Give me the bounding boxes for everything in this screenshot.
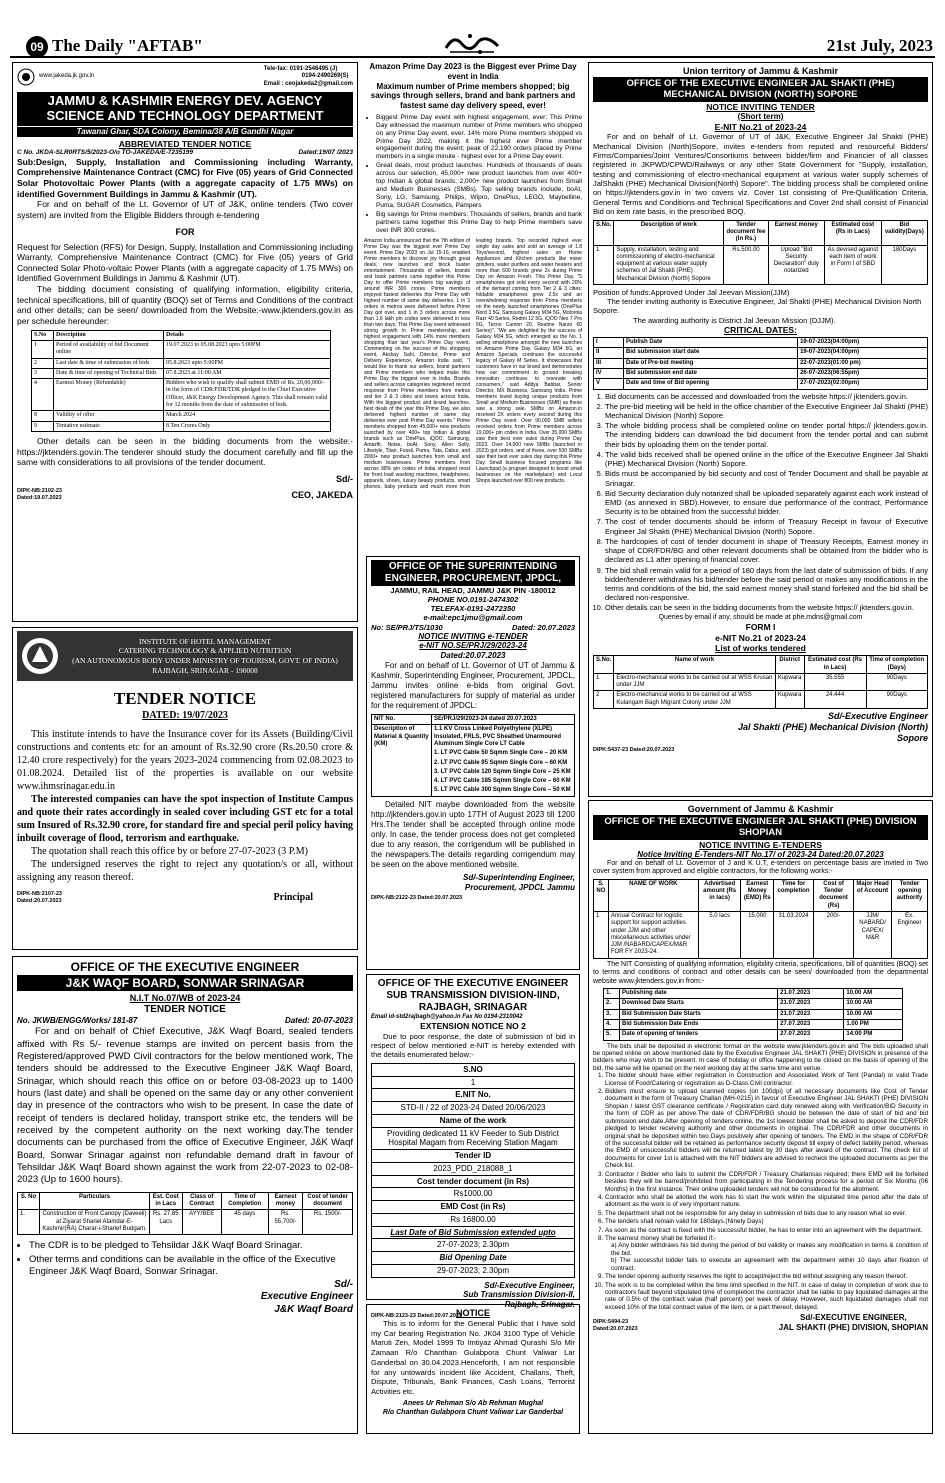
reference-date: Dated:19/07 /2023: [298, 148, 353, 156]
table-header: NAME OF WORK: [608, 879, 698, 911]
tender-title: TENDER NOTICE: [113, 689, 257, 708]
table-row: 1. Construction of Front Canopy (Daveeli) at Ziyarat Shariel Alamdar-E- Kashmir(RA) Charar-i-Sharief Budgam. Rs. 27.85 Lacs AYY/BEE 45 days Rs. 55,700/- Rs. 1500/-: [18, 1210, 353, 1235]
queries-email: Queries by email if any, should be made at phe.mdns@gmail.com: [658, 613, 863, 621]
note-2: • Other terms and conditions can be available in the office of the Executive Engineer J&K Waqf Board, Sonwar Srinagar.: [29, 1254, 353, 1279]
awarding-authority: The awarding authority is District Jal Jeevan Mission (DJJM).: [633, 315, 836, 325]
body-2: The NIT Consisting of qualifying information, eligibility criteria, specifications, bill of quantities (BOQ) set to terms and conditions of contract and other details can be seen/ downloaded from the departmental website www.jktenders.gov.in from:-: [593, 960, 928, 985]
table-header: Cost of tender document: [303, 1192, 353, 1210]
table-header: Est. Cost in Lacs: [150, 1192, 183, 1210]
page-number: 09: [26, 36, 48, 58]
notice-type: ABBREVIATED TENDER NOTICE: [118, 138, 252, 149]
condition-item: 7. As soon as the contract is fixed with the successful bidder, he has to enter into an agreement with the department.: [605, 1227, 928, 1234]
signatory-place: Rajbagh, Srinagar.: [504, 1300, 575, 1310]
notice-title: NOTICE: [455, 1308, 490, 1318]
condition-item: 10. The work is to be completed within the time limit specified in the NIT. In case of delay in completion of work due to contractors fault beyond stipulated time of completion the contractor shall be liable to pay liquidated damages at the rate of 0.5% of the contract value (half percent) per week of delay. However, such liquidated damages shall not exceed 10% of the total contract value of the item, or a part thereof, delayed.: [605, 1282, 928, 1312]
division-title: SUB TRANSMISSION DIVISION-IIND, RAJBAGH, SRINAGAR: [386, 990, 560, 1013]
tender-label: TENDER NOTICE: [144, 1004, 226, 1016]
signatory-place: Sopore: [896, 733, 928, 744]
dipk-number: DIPK-NB:2102-23: [17, 487, 62, 494]
table-row: 2023_PDD_218088_1: [372, 1162, 575, 1175]
note-1: • The CDR is to be pledged to Tehsildar J&K Waqf Board Srinagar.: [29, 1240, 353, 1252]
signatory-division: Jal Shakti (PHE) Mechanical Division (North): [737, 722, 928, 733]
table-row: Tender ID: [372, 1150, 575, 1163]
table-header: District: [775, 656, 804, 674]
tele-fax-2: 0194-2490269(S): [301, 73, 349, 80]
table-header: Name of work: [614, 656, 775, 674]
table-header: S.No.: [594, 656, 614, 674]
condition-item: 6. Bid Security declaration duly notarized shall be uploaded separately against each work instead of EMD (as annexed in SBD).However, to ensure due performance of the contract, Performance Security is to be obtained from the successful bidder.: [605, 489, 928, 517]
work-table: [17, 1192, 353, 1236]
works-table: [593, 655, 928, 709]
newspaper-title: The Daily "AFTAB": [52, 36, 203, 55]
table-header: S.No.: [594, 220, 614, 245]
body: Due to poor response, the date of submission of bid in respect of below mentioned e-NIT is hereby extended with the details enumerated below:-: [371, 1031, 575, 1060]
office-title: OFFICE OF THE EXECUTIVE ENGINEER JAL SHAKTI (PHE) MECHANICAL DIVISION (NORTH) SOPORE: [593, 77, 928, 102]
table-row: Last Date of Bid Submission extended upto: [372, 1226, 575, 1239]
ihm-emblem-icon: [20, 636, 60, 676]
waqf-tender-notice: [12, 956, 358, 1434]
table-header: Time of completion (Days): [866, 656, 927, 674]
condition-item: 5. The department shall not be responsible for any delay in submission of bids due to any reason what so ever.: [605, 1210, 928, 1217]
body-3: The quotation shall reach this office by or before 27-07-2023 (3 P.M): [31, 845, 308, 857]
table-header: Particulars: [40, 1192, 150, 1210]
table-row: 8 Validity of offer March 2024: [32, 411, 331, 421]
signature-sd: Sd/-: [336, 473, 353, 484]
inviting-authority: The tender inviting authority is Executive Engineer, Jal Shakti (PHE) Mechanical Division North Sopore.: [593, 297, 922, 316]
email: Email : ceojakeda2@gmail.com: [263, 80, 353, 87]
condition-item: 1. The bidder should have either registration in Construction and Associated Work of Tent (Pandal) or valid Trade License of Food/Catering or registration as D-Class Civil contractor.: [605, 1072, 928, 1087]
condition-item: 10. Other details can be seen in the bidding documents from the website https:// jktenders.gov.in.: [605, 603, 928, 612]
signatory: Principal: [273, 892, 313, 904]
nit-number: Notice Inviting E-Tenders-NIT No.17/ of 2023-24 Dated:20.07.2023: [637, 850, 884, 860]
signatory-division: Sub Transmission Division-II,: [463, 1290, 575, 1300]
table-row: 4. Bid Submission Date Ends 27.07.2023 1.00 PM: [604, 1019, 903, 1029]
condition-item: 4. Contractor who shall be allotted the work has to start the work within the stipulated time period after the date of allotment as the work is of very important nature.: [605, 1194, 928, 1209]
table-header: Estimated cost (Rs in Lacs): [804, 656, 866, 674]
signatory-org: J&K Waqf Board: [274, 1303, 353, 1315]
work-table: [593, 220, 928, 286]
sopore-tender-notice: [588, 62, 933, 797]
signatory-division: JAL SHAKTI (PHE) DIVISION, SHOPIAN: [778, 1323, 928, 1333]
nit-number: N.I.T No.07/WB of 2023-24: [129, 993, 241, 1004]
condition-subitem: The successful bidder fails to execute an agreement with the department within 10 days after fixation of contract.: [611, 1257, 928, 1272]
signatory: CEO, JAKEDA: [291, 490, 353, 501]
government-name: Government of Jammu & Kashmir: [687, 804, 834, 814]
critical-dates-title: CRITICAL DATES:: [724, 324, 797, 335]
jakeda-logo-icon: [17, 68, 35, 86]
ut-name: Union territory of Jammu & Kashmir: [682, 66, 839, 76]
dipk-number: DIPK:5437-23 Dated:20.07.2023: [593, 747, 675, 753]
table-row: 29-07-2023; 2.30pm: [372, 1264, 575, 1277]
table-row: EMD Cost (in Rs): [372, 1201, 575, 1214]
form-nit: e-NIT No.21 of 2023-24: [715, 632, 806, 643]
condition-item: 8. The hardcopies of cost of tender document in shape of Treasury Receipts, Earnest money in shape of CDR/FDR/BG and other relevant documents shall be obtained from the bidder who is declared as L1 after opening of financial cover.: [605, 537, 928, 565]
signatory-address: R/o Chanthan Gulabpora Chunt Valiwar Lar Ganderbal: [382, 1408, 564, 1416]
shopian-tender-notice: [588, 800, 933, 1434]
rajbagh-extension-notice: [366, 974, 580, 1319]
table-row: 3. Bid Submission Date Starts 21.07.2023 10.00 AM: [604, 1009, 903, 1019]
phone: PHONE NO.0191-2474302: [427, 595, 519, 605]
table-row: 4 Earnest Money (Refundable) Bidders who wish to qualify shall submit EMD of Rs. 20,00,000/- in the form of CDR/FDR/TDR pledged to the Chief Executive Officer, J&K Energy Development Agency. This shall remain valid for 12 months from the date of submission of bids.: [32, 379, 331, 411]
signatory-title: Sd/-Superintending Engineer,: [462, 872, 575, 882]
signatory-title: Executive Engineer: [260, 1291, 353, 1303]
condition-item: 1. Bid documents can be accessed and downloaded from the website https:// jktenders.gov.in.: [605, 392, 928, 401]
table-header: Tender opening authority: [891, 879, 927, 911]
table-row: NIT No. SE/PRJ/29/2023-24 dated 20.07.2023: [372, 714, 575, 724]
table-row: I Publish Date 19-07-2023(04:00pm): [594, 338, 928, 348]
para-3: The bidding document consisting of qualifying information, eligibility criteria, technical specifications, bill of quantity (BOQ) set of Terms and Conditions of the contract and other details; can be seen/ downloaded from the Website:-www.jktenders.gov.in as per schedule hereunder:: [17, 284, 353, 326]
para-2: Request for Selection (RFS) for Design, Supply, Installation and Commissioning including Warranty, Comprehensive Maintenance Contract (CMC) for Five (05) years of Grid Connected Solar Photo-voltaic Power Plants (with a aggregate capacity of 1.75 MWs) on Identified Government Buildings in Jammu & Kashmir (UT).: [17, 241, 353, 284]
condition-item: 6. The tenders shall remain valid for 180days.(Ninety Days): [605, 1218, 928, 1225]
table-row: 27-07-2023; 2.30pm: [372, 1239, 575, 1252]
table-header: Earnest money: [768, 220, 824, 245]
table-row: E.NIT No.: [372, 1089, 575, 1102]
agency-title: JAMMU & KASHMIR ENERGY DEV. AGENCY: [47, 92, 323, 108]
table-row: Rs 16800.00: [372, 1213, 575, 1226]
table-row: 5. Date of opening of tenders 27.07.2023 14:00 PM: [604, 1030, 903, 1040]
department-title: SCIENCE AND TECHNOLOGY DEPARTMENT: [46, 107, 324, 123]
article-bullet-3: • Big savings for Prime members: Thousands of sellers, brands and bank partners came together this Prime Day to help Prime members save over INR 300 crores.: [376, 211, 582, 235]
table-header: Class of Contract: [182, 1192, 221, 1210]
dipk-number: DIPK-NB:2107-23: [17, 890, 62, 897]
notice-title: NOTICE INVITING E-TENDERS: [699, 839, 822, 850]
table-header: Advertised amount (Rs in lacs): [698, 879, 741, 911]
condition-item: 3. The whole bidding process shall be completed online on tender portal https:// jktenders.gov.in. The intending bidders can download the bid document from the tender portal and can submit their bids by uploading them on the tender portal.: [605, 421, 928, 449]
condition-item: 4. The valid bids received shall be opened online in the office of the Executive Engineer Jal Shakti (PHE) Mechanical Division (North) Sopore.: [605, 450, 928, 468]
notice-title: EXTENSION NOTICE NO 2: [420, 1021, 526, 1032]
table-header: Details: [164, 330, 331, 340]
condition-item: 9. The bid shall remain valid for a period of 180 days from the last date of submission of bids. If any bidder/tenderer withdraws his bid/tender before the said period or makes any modifications in the terms and conditions of the bid, the said earnest money shall stand forfeited and the bid shall be declared non-responsive.: [605, 566, 928, 603]
subject: Sub:Design, Supply, Installation and Commissioning including Warranty, Comprehensive Maintenance Contract (CMC) for Five (05) years of Grid Connected Solar Photovoltaic Power Plants (with a aggregate capacity of 1.75 MWs) on identified Government Buildings in Jammu & Kashmir (UT).: [17, 156, 353, 199]
article-headline: Amazon Prime Day 2023 is the Biggest ever Prime Day event in India: [369, 62, 577, 81]
table-row: 2 Last date & time of submission of bids 05.8.2023 upto 5:00PM: [32, 358, 331, 368]
reference-number: No. JKWB/ENGG/Works/ 181-87: [17, 1016, 138, 1026]
reference-date: Dated: 20.07.2023: [512, 622, 575, 632]
ihm-tender-notice: [12, 627, 358, 950]
table-row: III Date of Pre-bid meeting 22-07-2023(01:00 pm): [594, 358, 928, 368]
table-row: Description of Material & Quantity (KM) 1.1 KV Cross Linked Polyethylene (XLPE) Insulated, FRLS, PVC Sheathed Unarmoured Aluminum Single Core LT Cable 1. LT PVC Cable 50 Sqmm Single Core – 20 KM 2. LT PVC Cable 95 Sqmm Single Core – 60 KM 3. LT PVC Cable 120 Sqmm Single Core – 25 KM 4. LT PVC Cable 185 Sqmm Single Core – 60 KM 5. LT PVC Cable 300 Sqmm Single Core – 50 KM: [372, 725, 575, 797]
issue-date: 21st July, 2023: [826, 36, 933, 55]
reference-number: No: SE/PRJ/TS/1030: [371, 622, 443, 632]
condition-item: 5. Bids must be accompanied by bid security and cost of Tender Document and shall be payable at Srinagar.: [605, 469, 928, 487]
table-header: Tender document fee (In Rs.): [724, 220, 768, 245]
signatory-title: Sd/-EXECUTIVE ENGINEER,: [800, 1313, 907, 1323]
condition-subitem: Any bidder withdraws his bid during the period of bid validity or makes any modification in terms & condition of the bid.: [611, 1242, 928, 1257]
condition-item: 3. Contractor / Bidder who fails to submit the CDR/FDR / Treasury Challansas required; there EMD will be forfeited besides they will be barred/prohibited from participating in the Tendering process for a period of Six Months (06 Months) in the first instance. Their online uploaded tenders will not be considered for the allotment.: [605, 1171, 928, 1193]
extension-table: [371, 1063, 575, 1278]
para-4: Other details can be seen in the bidding documents from the website:-https://jktenders.gov.in.The tenderer should study the document carefully and fill up the same with considerations to all provisions of the tender document.: [17, 436, 353, 468]
table-header: S.No: [32, 330, 54, 340]
table-header: Description: [54, 330, 164, 340]
table-header: Earnest Money (EMD) Rs: [741, 879, 774, 911]
office-address: JAMMU, RAIL HEAD, JAMMU J&K PIN -180012: [390, 586, 556, 595]
table-row: S.NO: [372, 1063, 575, 1076]
nit-number: e-NIT NO.SE/PRJ/29/2023-24: [419, 641, 527, 651]
notice-body: This is to inform for the General Public that I have sold my Car bearing Registration No. JK04 3100 Type of Vehicle Maruti Zen, Model 1999 To Imtiyaz Ahmad Qurashi S/o Mir Zamaan R/o Chanthan Gulabpora Chunt Valiwar Lar Ganderbal on 30.04.2023.Henceforth, I am not responsible for any untowards incident like Accident, Challans, Theft, Dispute, Tribunals, Bank Finances, Cash Loans, Terrorist Activities etc.: [371, 1318, 575, 1397]
amazon-article: [364, 62, 582, 554]
institute-name: INSTITUTE OF HOTEL MANAGEMENT: [139, 636, 271, 646]
position-of-funds: Position of funds:Approved Under Jal Jeevan Mission(JJM): [593, 288, 790, 298]
newspaper-logo-icon: [440, 30, 504, 56]
signatory-org: Procurement, JPDCL Jammu: [464, 882, 575, 892]
table-row: Providing dedicated 11 kV Feeder to Sub District Hospital Magam from Receiving Station Magam: [372, 1127, 575, 1150]
condition-item: 7. The cost of tender documents should be inform of Treasury Receipt in favour of Executive Engineer Jal Shakti (PHE) Mechanical Division (North) Sopore.: [605, 517, 928, 535]
condition-item: 8. The earnest money shall be forfeited if:- a) Any bidder withdraws his bid during the period of bid validity or makes any modification in terms & condition of the bid. b) The successful bidder fails to execute an agreement with the department within 10 days after fixation of contract.: [605, 1235, 928, 1272]
table-row: 1. Publishing date 21.07.2023 10.00 AM: [604, 988, 903, 998]
table-row: 1: [372, 1076, 575, 1089]
body-1: This institute intends to have the Insurance cover for its Assets (Building/Civil constructions and contents etc for an amount of Rs.32.90 crore (Rs.20.50 crore & 12.40 crore respectively) for the years 2023-2024 commencing from 02.08.2023 to 01.08.2024. Detailed list of the properties is available on our website www.ihmsrinagar.edu.in: [17, 728, 353, 792]
notice-title: NOTICE INVITING e-TENDER: [418, 631, 528, 641]
body-3: The bids shall be deposited in electronic format on the website www.jktenders.gov.in and The bids uploaded shall be opened online on above mentioned date by the Executive Engineer JAL SHAKTI (PHE) DIVISION in presence of the bidders who may wish to be present. In case of holiday or office happening to be closed on the basis of opening of the bid, the same will be opened on the next working day at the same time and venue.: [593, 1042, 928, 1072]
condition-item: 9. The tender opening authority reserves the right to accept/reject the bid without assigning any reason thereof.: [605, 1273, 928, 1280]
article-body: Amazon India announced that the 7th edition of Prime Day was the biggest ever Prime Day event. Prime Day 2023 on Jul 15-16, enabled Prime members to discover joy through great deals, new launches and block buster entertainment. Thousands of sellers, brands and bank partners came together this Prime Day to offer Prime members big savings of around INR 300 crores. Prime members enjoyed fastest deliveries this Prime Day with highest number of same day deliveries. 1 in 3 orders in metros were delivered before Prime Day got over, and 1 in 3 orders across more than 1.6 lakh pin codes were delivered in less than two days. This Prime Day event witnessed strong growth in Prime membership, and highest engagement with 14% more members shopping than last year's Prime Day event. Commenting on the success of the shopping event, Akshay Sahi, Director, Prime and Delivery Experience, Amazon India said, "I would like to thank our sellers, brand partners and Prime members who helped make this Prime Day the biggest ever in India. Brands and sellers across categories registered record response from Prime members from metros and tier 2 & 3 cities and towns across India. With the biggest product and brand launches, best deals of the year this Prime Day, we also delivered highest number of same day deliveries ever post Prime Day events." Prime members shopped from 45,000+ new products launched by over 400+ top Indian & global brands such as OnePlus, iQOO, Samsung, Amazfit, Noise, boAt, Sony, Allen Solly, Lifestyle, Titan, Fossil, Puma, Tata, Dabur, and 2000+ new product launches from small and medium businesses. Prime members from across 98% pin codes of India shopped most for front load washing machines, headphones, apparels, shoes, luxury beauty products, smart phones, baby products and much more from leading brands. Top recorded highest ever single day sales and sold an average of 1.8 Toys/second, highest sales on Home Appliances and Kitchen products like mixer grinders, water purifiers and water heaters and more than 600 brands grew 2x during Prime Day on Amazon Fresh. This Prime Day, "5 smartphones got sold every second with 20% of the demand coming from Tier 2 & 3 cities; foldable smartphones grew 2.5x and an overwhelming response from Prime members on the newly launched smartphones (OnePlus Nord 3 5G, Samsung Galaxy M34 5G, Motorola Razr 40 Series, Redmi 12 5G, iQOO Neo 7 Pro 5G, Tecno Camon 20, Realme Narzo 60 Series)". "We are delighted by the success of Galaxy M34 5G, which emerged as the No. 1 selling smartphone amongst the new launches on Amazon Prime Day. Galaxy M34 5G, an Amazon Specials, continues the successful legacy of Galaxy M Series. It showcases that customers have in our brand and demonstrates how our commitment to ground breaking innovation continues to resonate with consumers," said Aditya Babbar, Senior Director, MX Business, Samsung India. Prime members loved buying unique products from Small and Medium Businesses (SMB) as these saw a strong sale. SMBs on Amazon.in received 2X orders every second during this Prime Day event. Over 90,000 SMB sellers received orders from Prime members across 19,000+ pin codes in India. Over 35,000 SMBs saw their best ever sales during Prime Day 2023. Over 14,000 new SMBs (launched in 2023) got orders, and of these, over 500 SMBs saw their best ever sales day during this Prime Day. Small business focused programs like Launchpad (a program designed to boost small businesses on the marketplace) and Local Shops launched over 800 new products.: [364, 237, 582, 490]
table-header: S. NO: [594, 879, 609, 911]
dipk-number: DIPK-NB:2122-23 Dated:20.07.2023: [371, 895, 463, 902]
dipk-date: Dated:19.07.2023: [17, 494, 62, 501]
table-row: Cost tender document (in Rs): [372, 1175, 575, 1188]
nit-date: Dated:20.07.2023: [440, 651, 506, 661]
notice-title: NOTICE INVITING TENDER: [706, 101, 815, 112]
table-header: S. No: [18, 1192, 40, 1210]
nit-number: E-NIT No.21 of 2023-24: [714, 121, 807, 132]
tender-date: DATED: 19/07/2023: [142, 709, 228, 721]
table-header: Earnest money: [268, 1192, 303, 1210]
office-title: OFFICE OF THE EXECUTIVE ENGINEER: [377, 978, 569, 989]
table-row: 2 Electro-mechanical works to be carried out at WSS Kulangam Bagh Migrant Colony under JJM Kupwara 24.444 90Days: [594, 691, 928, 709]
table-header: Time for completion: [774, 879, 814, 911]
jakeda-tender-notice: [12, 62, 358, 622]
signatory-name: Anees Ur Rehman S/o Ab Rehman Mughal: [402, 1399, 544, 1407]
office-title: OFFICE OF THE SUPERINTENDING ENGINEER, PROCUREMENT, JPDCL,: [371, 560, 575, 586]
critical-dates-table: [593, 337, 928, 390]
signature-sd: Sd/-: [334, 1279, 353, 1291]
email: e-mail:epc1jmu@gmail.com: [423, 613, 523, 623]
table-header: Major Head of Account: [854, 879, 892, 911]
table-header: Estimated cost (Rs in Lacs): [824, 220, 881, 245]
dipk-date: Dated:20.07.2023: [593, 1326, 638, 1333]
table-row: II Bid submission start date 19-07-2023(04:00pm): [594, 348, 928, 358]
reference-date: Dated: 20-07-2023: [284, 1016, 353, 1026]
dates-table: [603, 988, 903, 1041]
body: For and on behalf of Lt. Governor of UT of Jammu & Kashmir, Superintending Engineer, Procurement, JPDCL, Jammu invites online e-bids from original Govt. registered manufacturers for supply of material as under for the requirement of JPDCL:: [371, 660, 575, 710]
body-2: Detailed NIT maybe downloaded from the website http://jktenders.gov.in upto 17TH of August 2023 till 1200 Hrs.The tender shall be accepted through online mode only. In case, the tender process does not get completed due to any reason, the corrigendum will be published in the newspapers.The details regarding corrigendum may be seen on the above mentioned website.: [371, 799, 575, 869]
works-title: List of works tendered: [715, 642, 806, 653]
signatory-title: Sd/-Executive Engineer,: [484, 1280, 575, 1290]
table-row: 9 Tentative estimate 8 Ten Crores Only: [32, 421, 331, 431]
table-row: 1 Annual Contract for logistic support for support activities under JJM and other miscellaneous activities under JJM /NABARD/CAPEX/M&R FOR FY 2023-24. 5.0 lacs 15,000 31.03.2024 200/- JJM/ NABARD/ CAPEX/ M&R Ex. Engineer: [594, 911, 928, 958]
form-title: FORM I: [745, 622, 776, 633]
condition-item: 2. The pre-bid meeting will be held in the office chamber of the Executive Engineer Jal Shakti (PHE) Mechanical Division (North) Sopore.: [605, 402, 928, 420]
dipk-date: Dated:20.07.2023: [17, 897, 62, 904]
institute-address: RAJBAGH, SRINAGAR - 190008: [152, 665, 258, 675]
telefax: TELEFAX-0191-2472350: [430, 604, 516, 614]
jpdcl-tender-notice: [366, 556, 580, 970]
table-row: Rs1000.00: [372, 1188, 575, 1201]
condition-item: 2. Bidders must ensure to upload scanned copies (on 100dpi) of all necessary documents like Cost of Tender document in the form of Treasury Challan (MH-0215) in favour of Executive Engineer JAL SHAKTI (PHE) DIVISION Shopian / latest GST clearance certificate / Registration card duly renewed along with Verification/BID Security in the form of CDR as per above.The date of CDR/FDR/BG should be between the date of start of bid and bid submission end date.After opening of tenders online, the 1st lowest bidder shall be asked to deposit the CDR/FDR pledged to tender receiving authority and other documents in original. The CDR/FDR and other documents in original shall be deposited within two Days positively after opening of tenders. The EMD in the shape of CDR/FDR of the successful bidder will be retained as performance security deposit till expiry of defect liability period, whereas the EMD of unsuccessful bidders will be returned latest by 30 days after award of the contract. The check list of documents for cover 1st is attached with the NIT bidders are advised to recheck the uploaded documents as per the Check list.: [605, 1088, 928, 1170]
para-1: For and on behalf of the Lt. Governor of UT of J&K, online tenders (Two cover system) are invited from the Eligible Bidders through e-tendering: [17, 199, 353, 220]
board-title: J&K WAQF BOARD, SONWAR SRINAGAR: [17, 975, 353, 992]
table-header: Description of work: [614, 220, 724, 245]
notice-subtitle: (Short term): [737, 112, 784, 122]
car-sale-notice: [366, 1304, 580, 1434]
tele-fax: Tele-fax: 0191-2546495 (J): [263, 66, 338, 72]
article-bullet-2: • Great deals, most product launches: Hundreds of thousands of deals across our selection, 45,000+ new product launches from over 400+ top Indian & global brands; 2,000+ new product launches from Small and Medium Businesses (SMBs). Top selling brands include, boAt, Sony, LG, Samsung, Philips, Wipro, OnePlus, LEGO, Maybelline, Puma, SUGAR Cosmetics, Pampers: [376, 162, 582, 210]
office-title: OFFICE OF THE EXECUTIVE ENGINEER: [70, 960, 300, 974]
article-bullet-1: • Biggest Prime Day event with highest engagement, ever: This Prime Day witnessed the maximum number of Prime members who shopped on any Prime Day event, ever. 14% more Prime members shopped vs Prime Day 2022, making it the highest ever Prime member engagement during the event; peak of 22,190 orders placed by Prime members in a single minute - highest ever for a Prime Day event.: [376, 114, 582, 162]
table-row: 1 Supply, installation, testing and commissioning of electro-mechanical equipment at various water supply schemes of Jal Shakti (PHE) Mechanical Division (North) Sopore Rs.500.00 Upload "Bid Security Declaration" duly notarized As devised against each item of work in Form I of SBD 180Days: [594, 245, 928, 285]
email-fax: Email id-std2rajbagh@yahoo.in Fax No 0194-2310042: [371, 1014, 523, 1020]
body: For and on behalf of Lt. Governor of J and K U.T, e-tenders on percentage basis are invited in Two cover system from approved and eligible contractors, for the following works:-: [593, 859, 928, 876]
reference-number: C No. JKDA-SLR0RTS/5/2023-O/o TO-JAKEDA/E-7235199: [17, 148, 194, 156]
body: For and on behalf of Chief Executive, J&K Waqf Board, sealed tenders affixed with Rs 5/- revenue stamps are invited on percent basis from the Registered/approved PWD Civil contractors for the below mentioned work, The tenders should be addressed to the Executive Engineer J&K Waqf Board, Srinagar, which should reach this office on or before 03-08-2023 up to 1400 hours (last date) and shall be opened on the same day or any other convenient day in presence of the contractors who wish to be present. In case the date of receipt of tenders is declared holiday, transport strike etc, the tenders will be received by the competent authority on the next working day.The tender documents can be purchased from the office of Executive Engineer, J&K Waqf Board, Sonwar Srinagar against non refundable demand draft in favour of Tehsildar J&K Waqf Board shown against the work from 22-07-2023 to 02-08-2023 (Up to 1600 hours).: [17, 1026, 353, 1186]
dipk-number: DIPK-NB:2123-23 Dated:20.07.2023: [371, 1312, 463, 1319]
table-row: Bid Opening Date: [372, 1252, 575, 1265]
dipk-number: DIPK:5494-23: [593, 1319, 629, 1326]
table-header: Time of Completion: [221, 1192, 268, 1210]
office-title: OFFICE OF THE EXECUTIVE ENGINEER JAL SHAKTI (PHE) DIVISION SHOPIAN: [593, 815, 928, 840]
table-row: 2. Download Date Starts 21.07.2023 10.00 AM: [604, 999, 903, 1009]
article-subhead: Maximum number of Prime members shopped; big savings through sellers, brand and bank partners and fastest same day delivery speed, ever!: [370, 81, 576, 110]
address: Tawanai Ghar, SDA Colony, Bemina/38 A/B Gandhi Nagar: [17, 127, 353, 137]
table-row: 1 Electro-mechanical works to be carried out at WSS Krusan under JJM Kupwara 35.555 90Days: [594, 673, 928, 691]
institute-line-2: CATERING TECHNOLOGY & APPLIED NUTRITION: [118, 646, 292, 656]
institute-line-3: (AN AUTONOMOUS BODY UNDER MINISTRY OF TOURISM, GOVT. OF INDIA): [72, 656, 338, 665]
body-2: The interested companies can have the spot inspection of Institute Campus and quote their rates accordingly in sealed cover including GST etc for a total sum Insured of Rs.32.90 crore, for standard fire and special peril policy having inbuilt coverage of flood, terrorism and earthquake.: [17, 793, 353, 844]
table-row: 1 Period of availability of bid Document online 19.07.2023 to 05.08.2023 upto 5:00PM: [32, 340, 331, 358]
schedule-table: [31, 330, 331, 432]
for-label: FOR: [175, 226, 195, 237]
table-row: 3 Date & time of opening of Technical Bids 07.8.2023 at 11:00 AM: [32, 368, 331, 378]
material-table: [371, 714, 575, 797]
work-table: [593, 879, 928, 959]
table-row: V Date and time of Bid opening 27-07-2023(02:00pm): [594, 379, 928, 389]
table-row: STD-II / 22 of 2023-24 Dated 20/06/2023: [372, 1102, 575, 1115]
body-4: The undersigned reserves the right to reject any quotation/s or all, without assigning any reason thereof.: [17, 858, 353, 883]
table-row: IV Bid submission end date 26-07-2023(06:55pm): [594, 368, 928, 378]
signatory-title: Sd/-Executive Engineer: [827, 711, 928, 722]
table-header: Bid validity(Days): [881, 220, 927, 245]
table-row: Name of the work: [372, 1114, 575, 1127]
website: www.jakeda.jk.gov.in: [39, 73, 95, 80]
table-header: Cost of Tender document (Rs): [813, 879, 853, 911]
body: For and on behalf of Lt. Governor of UT of J&K, Executive Engineer Jal Shakti (PHE) Mechanical Division (North)Sopore, invites e-tenders from reputed and resourceful Bidders/ Firms/Companies/Joint Ventures/Consortiums between bidder/firm and Financier of all classes registered in JKPWD/CPWD/Railways or any other State Government for "Supply, installation, testing and commissioning of electro-mechanical equipment at various water supply schemes of JalShakti (PHE) Mechanical Division(North) Sopore". The bidding process shall be completed online on https://jktenders.gov.in in two covers viz. Cover 1st consisting of Pre-Qualification Criteria, General Terms and Conditions and Technical Specifications and Cover 2nd shall consist of Financial Bid on item rate basis, in the prescribed BOQ.: [593, 132, 928, 217]
